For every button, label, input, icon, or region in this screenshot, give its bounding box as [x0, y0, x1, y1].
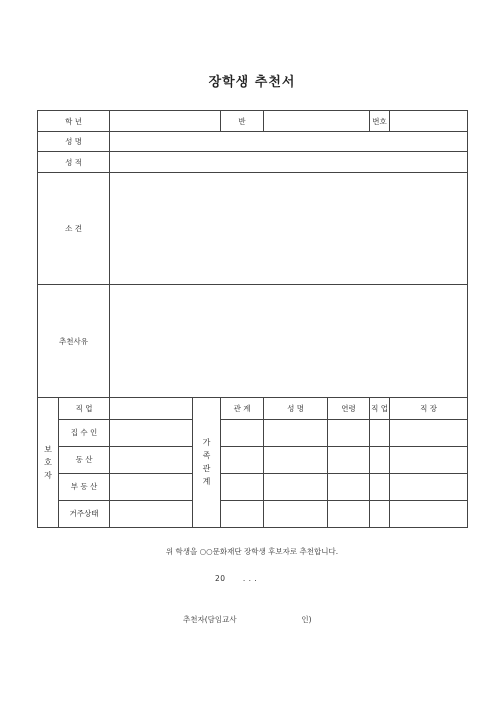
family-cell[interactable]	[370, 446, 390, 473]
score-field[interactable]	[110, 152, 468, 173]
number-field[interactable]	[390, 111, 468, 132]
family-cell[interactable]	[264, 473, 328, 500]
family-cell[interactable]	[390, 446, 468, 473]
family-cell[interactable]	[390, 419, 468, 446]
guardian-realestate-label: 부 동 산	[59, 473, 110, 500]
class-field[interactable]	[264, 111, 370, 132]
family-cell[interactable]	[328, 446, 370, 473]
class-label: 반	[221, 111, 264, 132]
family-cell[interactable]	[328, 419, 370, 446]
guardian-label-char: 자	[44, 470, 52, 480]
guardian-movable-label: 동 산	[59, 446, 110, 473]
guardian-realestate-field[interactable]	[110, 473, 193, 500]
family-relation-label	[193, 397, 221, 527]
date-dots: . . .	[242, 574, 258, 583]
family-cell[interactable]	[370, 473, 390, 500]
family-cell[interactable]	[264, 419, 328, 446]
grade-label: 학 년	[38, 111, 110, 132]
family-cell[interactable]	[221, 446, 264, 473]
family-header-job: 직 업	[370, 397, 390, 419]
opinion-field[interactable]	[110, 173, 468, 285]
guardian-job-field[interactable]	[110, 397, 193, 419]
guardian-label-char: 보	[44, 444, 52, 454]
reason-label: 추천사유	[38, 285, 110, 397]
family-label-char: 관	[202, 464, 211, 474]
guardian-movable-field[interactable]	[110, 446, 193, 473]
family-cell[interactable]	[328, 500, 370, 527]
family-cell[interactable]	[390, 500, 468, 527]
family-header-age: 연령	[328, 397, 370, 419]
family-label-char: 계	[202, 477, 211, 487]
family-header-workplace: 직 장	[390, 397, 468, 419]
guardian-residence-field[interactable]	[110, 500, 193, 527]
guardian-head-label: 집 수 인	[59, 419, 110, 446]
family-cell[interactable]	[264, 446, 328, 473]
guardian-job-label: 직 업	[59, 397, 110, 419]
grade-field[interactable]	[110, 111, 221, 132]
family-cell[interactable]	[370, 500, 390, 527]
family-cell[interactable]	[328, 473, 370, 500]
family-header-relation: 관 계	[221, 397, 264, 419]
family-label-char: 가	[202, 438, 211, 448]
recommender-line	[183, 614, 312, 625]
number-label: 번호	[370, 111, 390, 132]
guardian-residence-label: 거주상태	[59, 500, 110, 527]
recommender-label: 추천자(담임교사	[183, 615, 237, 624]
family-cell[interactable]	[264, 500, 328, 527]
guardian-label	[38, 397, 59, 527]
family-cell[interactable]	[221, 419, 264, 446]
guardian-head-field[interactable]	[110, 419, 193, 446]
family-cell[interactable]	[370, 419, 390, 446]
name-field[interactable]	[110, 132, 468, 152]
date-line	[215, 574, 257, 583]
opinion-label: 소 견	[38, 173, 110, 285]
family-header-name: 성 명	[264, 397, 328, 419]
document-title: 장학생 추천서	[208, 75, 296, 90]
family-label-char: 족	[202, 451, 211, 461]
name-label: 성 명	[38, 132, 110, 152]
guardian-label-char: 호	[44, 457, 52, 467]
recommendation-statement: 위 학생을 ○○문화재단 장학생 후보자로 추천합니다.	[165, 547, 339, 556]
reason-field[interactable]	[110, 285, 468, 397]
score-label: 성 적	[38, 152, 110, 173]
date-year-prefix: 20	[215, 574, 226, 583]
family-cell[interactable]	[221, 473, 264, 500]
family-cell[interactable]	[390, 473, 468, 500]
seal-label: 인)	[301, 615, 312, 624]
family-cell[interactable]	[221, 500, 264, 527]
recommendation-form-table	[37, 110, 468, 528]
